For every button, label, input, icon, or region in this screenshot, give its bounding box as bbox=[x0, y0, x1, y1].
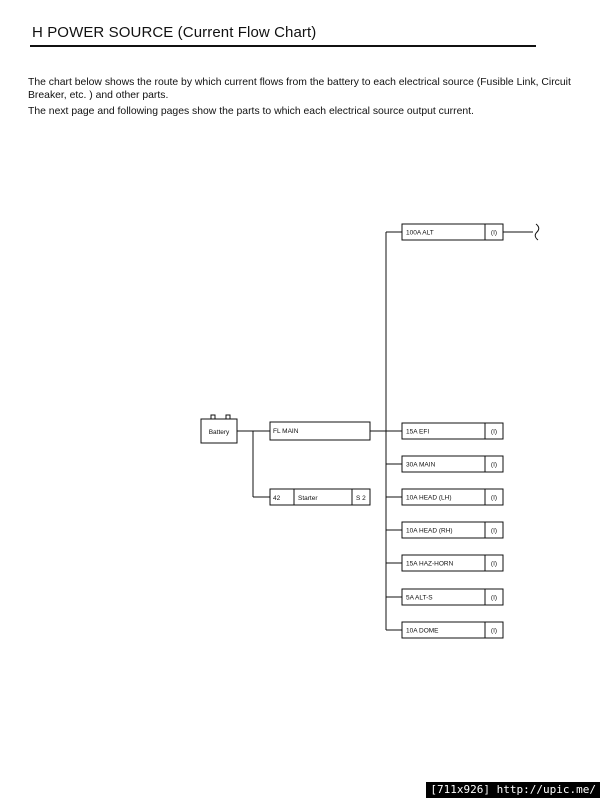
starter-number: 42 bbox=[273, 495, 281, 502]
fuse-label-5a-alt-s: 5A ALT-S bbox=[406, 594, 433, 602]
fuse-code: (I) bbox=[490, 594, 498, 602]
fuse-label-15a-efi: 15A EFI bbox=[406, 428, 430, 436]
fl-main-label: FL MAIN bbox=[273, 428, 299, 435]
fuse-code: (I) bbox=[490, 428, 498, 436]
fuse-label-10a-head-lh: 10A HEAD (LH) bbox=[406, 494, 452, 502]
fuse-code: (I) bbox=[490, 627, 498, 635]
continuation-mark bbox=[535, 224, 539, 240]
fuse-code: (I) bbox=[490, 527, 498, 535]
starter-label: Starter bbox=[298, 495, 318, 502]
intro-paragraph-2: The next page and following pages show the parts to which each electrical source output current. bbox=[28, 106, 474, 117]
fuse-code: (I) bbox=[490, 494, 498, 502]
fuse-label-30a-main: 30A MAIN bbox=[406, 461, 436, 469]
fuse-label-100a-alt: 100A ALT bbox=[406, 229, 434, 237]
fuse-label-10a-dome: 10A DOME bbox=[406, 627, 439, 635]
fuse-rows bbox=[386, 224, 503, 638]
battery-label: Battery bbox=[208, 429, 230, 436]
footer-watermark: [711x926] http://upic.me/ bbox=[426, 782, 600, 798]
starter-code: S 2 bbox=[356, 495, 366, 502]
fuse-label-15a-haz-horn: 15A HAZ-HORN bbox=[406, 560, 454, 568]
fuse-code: (I) bbox=[490, 229, 498, 237]
starter-box bbox=[270, 489, 370, 505]
fuse-label-10a-head-rh: 10A HEAD (RH) bbox=[406, 527, 453, 535]
fuse-code: (I) bbox=[490, 461, 498, 469]
intro-paragraph-1: The chart below shows the route by which current flows from the battery to each electrical source (Fusible Link, Circuit Breaker, etc. ) and other parts. bbox=[28, 77, 571, 101]
fuse-code: (I) bbox=[490, 560, 498, 568]
page-title: H POWER SOURCE (Current Flow Chart) bbox=[32, 24, 317, 41]
